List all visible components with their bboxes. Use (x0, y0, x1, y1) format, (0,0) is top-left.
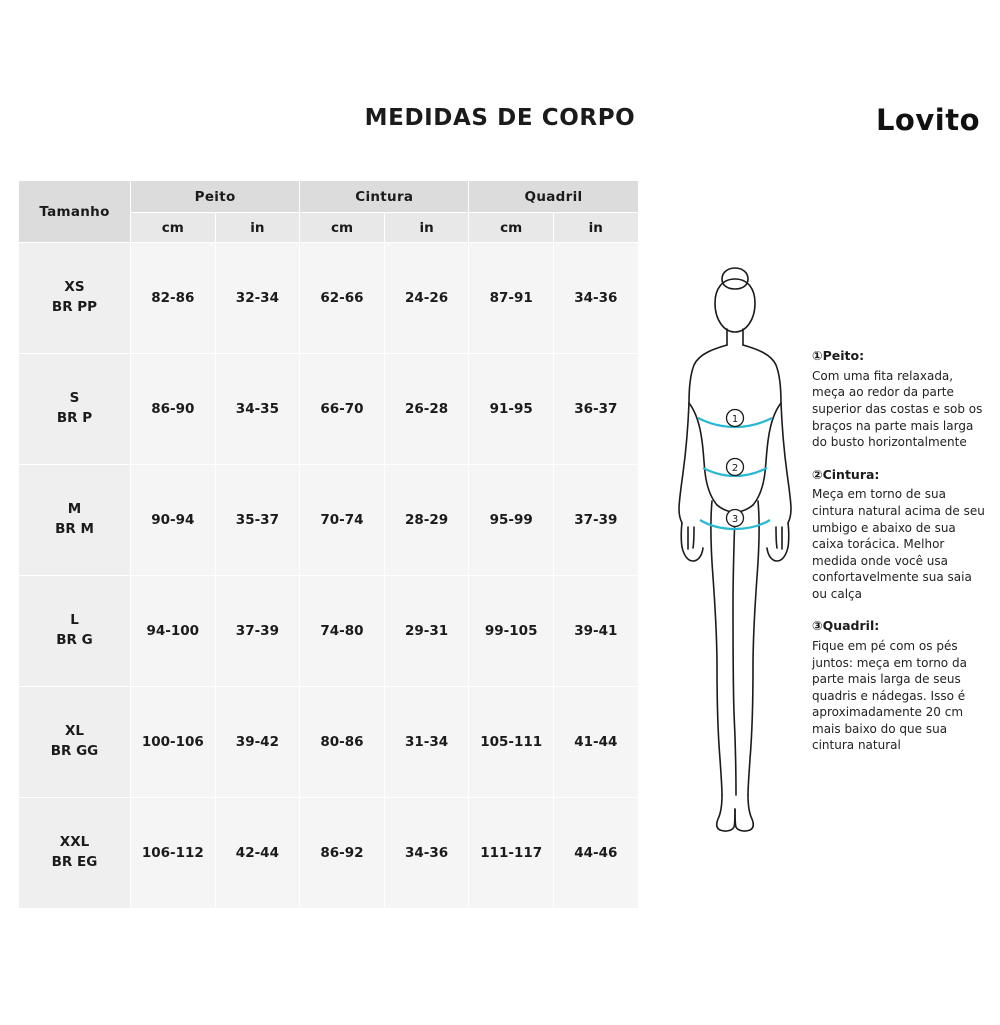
unit-header-chest-in: in (215, 213, 300, 243)
size-label-primary: XL (64, 723, 84, 740)
size-table-container (18, 180, 638, 909)
size-label-primary: XS (64, 279, 85, 296)
size-label-br: BR EG (51, 854, 98, 870)
size-label-primary: XXL (59, 834, 90, 851)
size-label-primary: L (70, 612, 79, 629)
unit-header-waist-cm: cm (300, 213, 385, 243)
cell-chest-cm: 106-112 (131, 798, 216, 909)
cell-hip-cm: 99-105 (469, 576, 554, 687)
cell-chest-cm: 82-86 (131, 243, 216, 354)
page-title: MEDIDAS DE CORPO (364, 105, 636, 131)
cell-waist-cm: 86-92 (300, 798, 385, 909)
table-row (19, 576, 639, 687)
size-label-br: BR G (56, 632, 93, 648)
row-size-label (19, 576, 131, 687)
cell-hip-in: 34-36 (553, 243, 638, 354)
note-hip-title: ③Quadril: (812, 618, 880, 634)
cell-waist-cm: 80-86 (300, 687, 385, 798)
column-group-waist: Cintura (300, 181, 469, 213)
marker-3-label: 3 (731, 514, 739, 525)
row-size-label (19, 354, 131, 465)
cell-chest-in: 37-39 (215, 576, 300, 687)
cell-hip-in: 36-37 (553, 354, 638, 465)
unit-header-waist-in: in (384, 213, 469, 243)
female-body-outline-icon (650, 255, 820, 855)
cell-hip-cm: 87-91 (469, 243, 554, 354)
cell-waist-cm: 66-70 (300, 354, 385, 465)
table-row (19, 243, 639, 354)
cell-chest-in: 34-35 (215, 354, 300, 465)
column-group-hip: Quadril (469, 181, 638, 213)
row-size-label (19, 687, 131, 798)
row-size-label (19, 465, 131, 576)
unit-header-chest-cm: cm (131, 213, 216, 243)
cell-hip-cm: 91-95 (469, 354, 554, 465)
note-chest (812, 348, 988, 451)
cell-waist-in: 29-31 (384, 576, 469, 687)
column-group-chest: Peito (131, 181, 300, 213)
column-header-size: Tamanho (19, 181, 131, 243)
cell-waist-in: 28-29 (384, 465, 469, 576)
size-label-primary: M (67, 501, 82, 518)
table-group-header-row (19, 181, 639, 213)
cell-hip-in: 39-41 (553, 576, 638, 687)
note-hip-body: Fique em pé com os pés juntos: meça em torno da parte mais larga de seus quadris e nádegas. Isso é aproximadamente 20 cm mais baixo do que sua cintura natural (812, 639, 967, 753)
size-label-br: BR M (55, 521, 94, 537)
size-label-br: BR GG (50, 743, 99, 759)
table-row (19, 354, 639, 465)
marker-1-label: 1 (731, 414, 739, 425)
cell-hip-cm: 111-117 (469, 798, 554, 909)
table-row (19, 798, 639, 909)
brand-logo: Lovito (875, 103, 980, 137)
marker-2-label: 2 (731, 463, 739, 474)
size-label-br: BR PP (51, 299, 98, 315)
row-size-label (19, 798, 131, 909)
cell-waist-in: 26-28 (384, 354, 469, 465)
table-row (19, 687, 639, 798)
cell-waist-cm: 70-74 (300, 465, 385, 576)
unit-header-hip-in: in (553, 213, 638, 243)
cell-hip-in: 44-46 (553, 798, 638, 909)
size-label-primary: S (69, 390, 80, 407)
cell-hip-cm: 105-111 (469, 687, 554, 798)
cell-hip-in: 37-39 (553, 465, 638, 576)
cell-chest-in: 32-34 (215, 243, 300, 354)
note-chest-title: ①Peito: (812, 348, 865, 363)
cell-chest-cm: 100-106 (131, 687, 216, 798)
cell-waist-cm: 74-80 (300, 576, 385, 687)
body-figure-illustration (650, 255, 820, 855)
cell-chest-cm: 90-94 (131, 465, 216, 576)
note-waist-body: Meça em torno de sua cintura natural acima de seu umbigo e abaixo de sua caixa torácica. Melhor medida onde você usa confortavelmente sua saia ou calça (812, 487, 985, 601)
note-waist (812, 467, 988, 603)
cell-waist-in: 24-26 (384, 243, 469, 354)
cell-chest-cm: 86-90 (131, 354, 216, 465)
cell-chest-in: 39-42 (215, 687, 300, 798)
row-size-label (19, 243, 131, 354)
size-label-br: BR P (56, 410, 93, 426)
note-waist-title: ②Cintura: (812, 466, 880, 482)
measurement-instructions (812, 348, 988, 770)
note-hip (812, 618, 988, 754)
cell-chest-in: 35-37 (215, 465, 300, 576)
size-table (18, 180, 639, 909)
cell-waist-in: 34-36 (384, 798, 469, 909)
cell-waist-in: 31-34 (384, 687, 469, 798)
cell-waist-cm: 62-66 (300, 243, 385, 354)
unit-header-hip-cm: cm (469, 213, 554, 243)
cell-chest-in: 42-44 (215, 798, 300, 909)
cell-hip-in: 41-44 (553, 687, 638, 798)
cell-chest-cm: 94-100 (131, 576, 216, 687)
cell-hip-cm: 95-99 (469, 465, 554, 576)
note-chest-body: Com uma fita relaxada, meça ao redor da parte superior das costas e sob os braços na parte mais larga do busto horizontalmente (812, 368, 983, 450)
table-row (19, 465, 639, 576)
